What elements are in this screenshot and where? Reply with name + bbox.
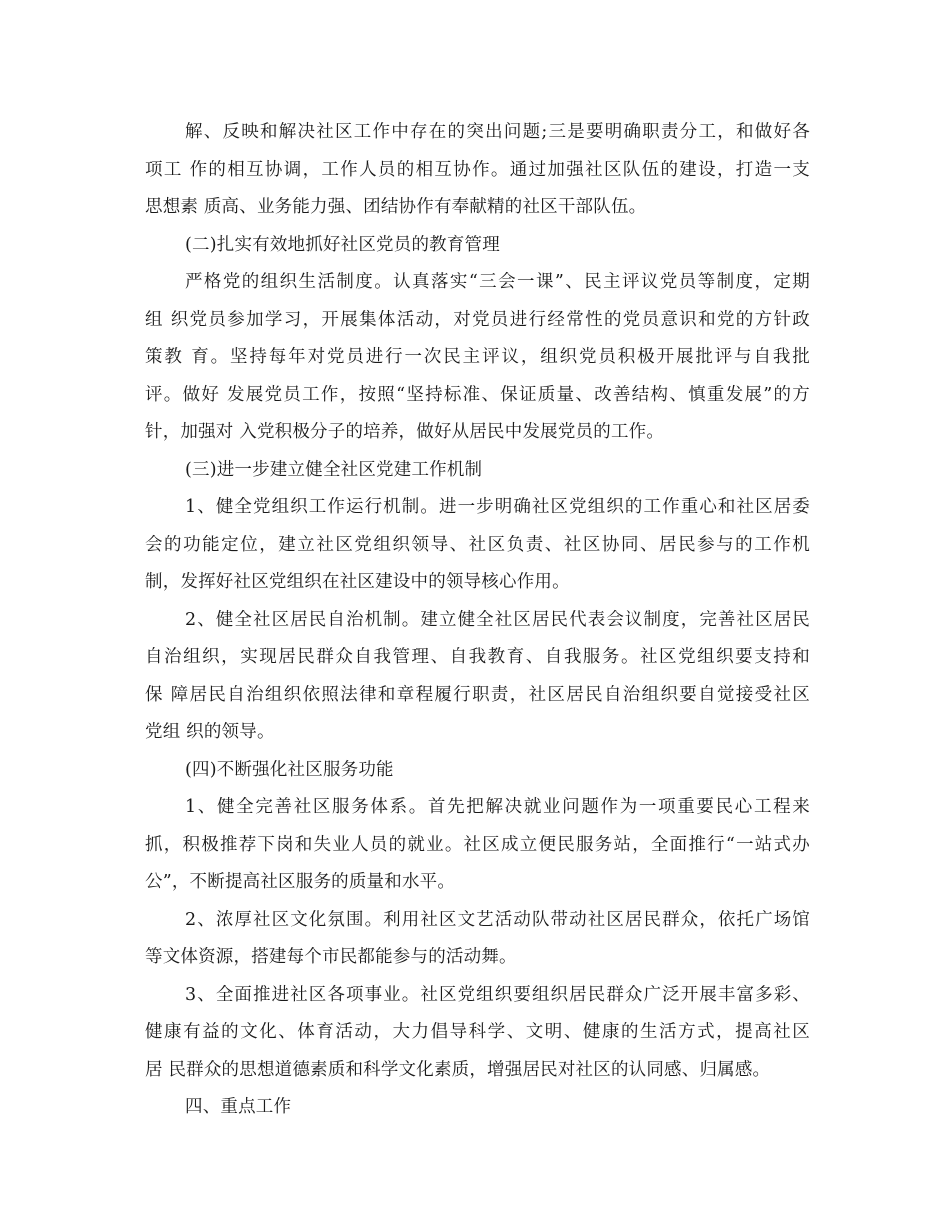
paragraph-line: 评。做好 发展党员工作，按照“坚持标准、保证质量、改善结构、慎重发展”的方 <box>145 384 810 405</box>
paragraph-line: 保 障居民自治组织依照法律和章程履行职责，社区居民自治组织要自觉接受社区 <box>145 684 810 705</box>
paragraph-line: 组 织党员参加学习，开展集体活动，对党员进行经常性的党员意识和党的方针政 <box>145 309 810 330</box>
paragraph-line: 严格党的组织生活制度。认真落实“三会一课”、民主评议党员等制度，定期 <box>185 272 810 292</box>
paragraph-line: 策教 育。坚持每年对党员进行一次民主评议，组织党员积极开展批评与自我批 <box>145 347 810 367</box>
paragraph-line: 抓，积极推荐下岗和失业人员的就业。社区成立便民服务站，全面推行“一站式办 <box>145 834 810 855</box>
paragraph-line: 解、反映和解决社区工作中存在的突出问题;三是要明确职责分工，和做好各 <box>185 122 810 142</box>
paragraph-line: 2、健全社区居民自治机制。建立健全社区居民代表会议制度，完善社区居民 <box>185 609 810 630</box>
document-body <box>145 114 810 1127</box>
paragraph-line: 项工 作的相互协调，工作人员的相互协作。通过加强社区队伍的建设，打造一支 <box>145 159 810 180</box>
paragraph-line: 制，发挥好社区党组织在社区建设中的领导核心作用。 <box>145 572 570 592</box>
paragraph-line: 公”，不断提高社区服务的质量和水平。 <box>145 872 456 892</box>
paragraph-line: 居 民群众的思想道德素质和科学文化素质，增强居民对社区的认同感、归属感。 <box>145 1059 771 1080</box>
section-heading: 四、重点工作 <box>185 1097 292 1117</box>
paragraph-line: 1、健全完善社区服务体系。首先把解决就业问题作为一项重要民心工程来 <box>185 797 810 817</box>
paragraph-line: 思想素 质高、业务能力强、团结协作有奉献精的社区干部队伍。 <box>145 197 647 217</box>
paragraph-line: 会的功能定位，建立社区党组织领导、社区负责、社区协同、居民参与的工作机 <box>145 534 810 555</box>
paragraph-line: 健康有益的文化、体育活动，大力倡导科学、文明、健康的生活方式，提高社区 <box>145 1022 810 1042</box>
section-heading: (二)扎实有效地抓好社区党员的教育管理 <box>185 234 500 255</box>
paragraph-line: 党组 织的领导。 <box>145 722 275 742</box>
section-heading: (四)不断强化社区服务功能 <box>185 759 394 780</box>
paragraph-line: 自治组织，实现居民群众自我管理、自我教育、自我服务。社区党组织要支持和 <box>145 647 810 667</box>
paragraph-line: 针，加强对 入党积极分子的培养，做好从居民中发展党员的工作。 <box>145 422 665 442</box>
paragraph-line: 2、浓厚社区文化氛围。利用社区文艺活动队带动社区居民群众，依托广场馆 <box>185 909 810 930</box>
section-heading: (三)进一步建立健全社区党建工作机制 <box>185 459 483 480</box>
paragraph-line: 等文体资源，搭建每个市民都能参与的活动舞。 <box>145 947 517 967</box>
paragraph-line: 3、全面推进社区各项事业。社区党组织要组织居民群众广泛开展丰富多彩、 <box>185 984 810 1005</box>
paragraph-line: 1、健全党组织工作运行机制。进一步明确社区党组织的工作重心和社区居委 <box>185 497 810 517</box>
